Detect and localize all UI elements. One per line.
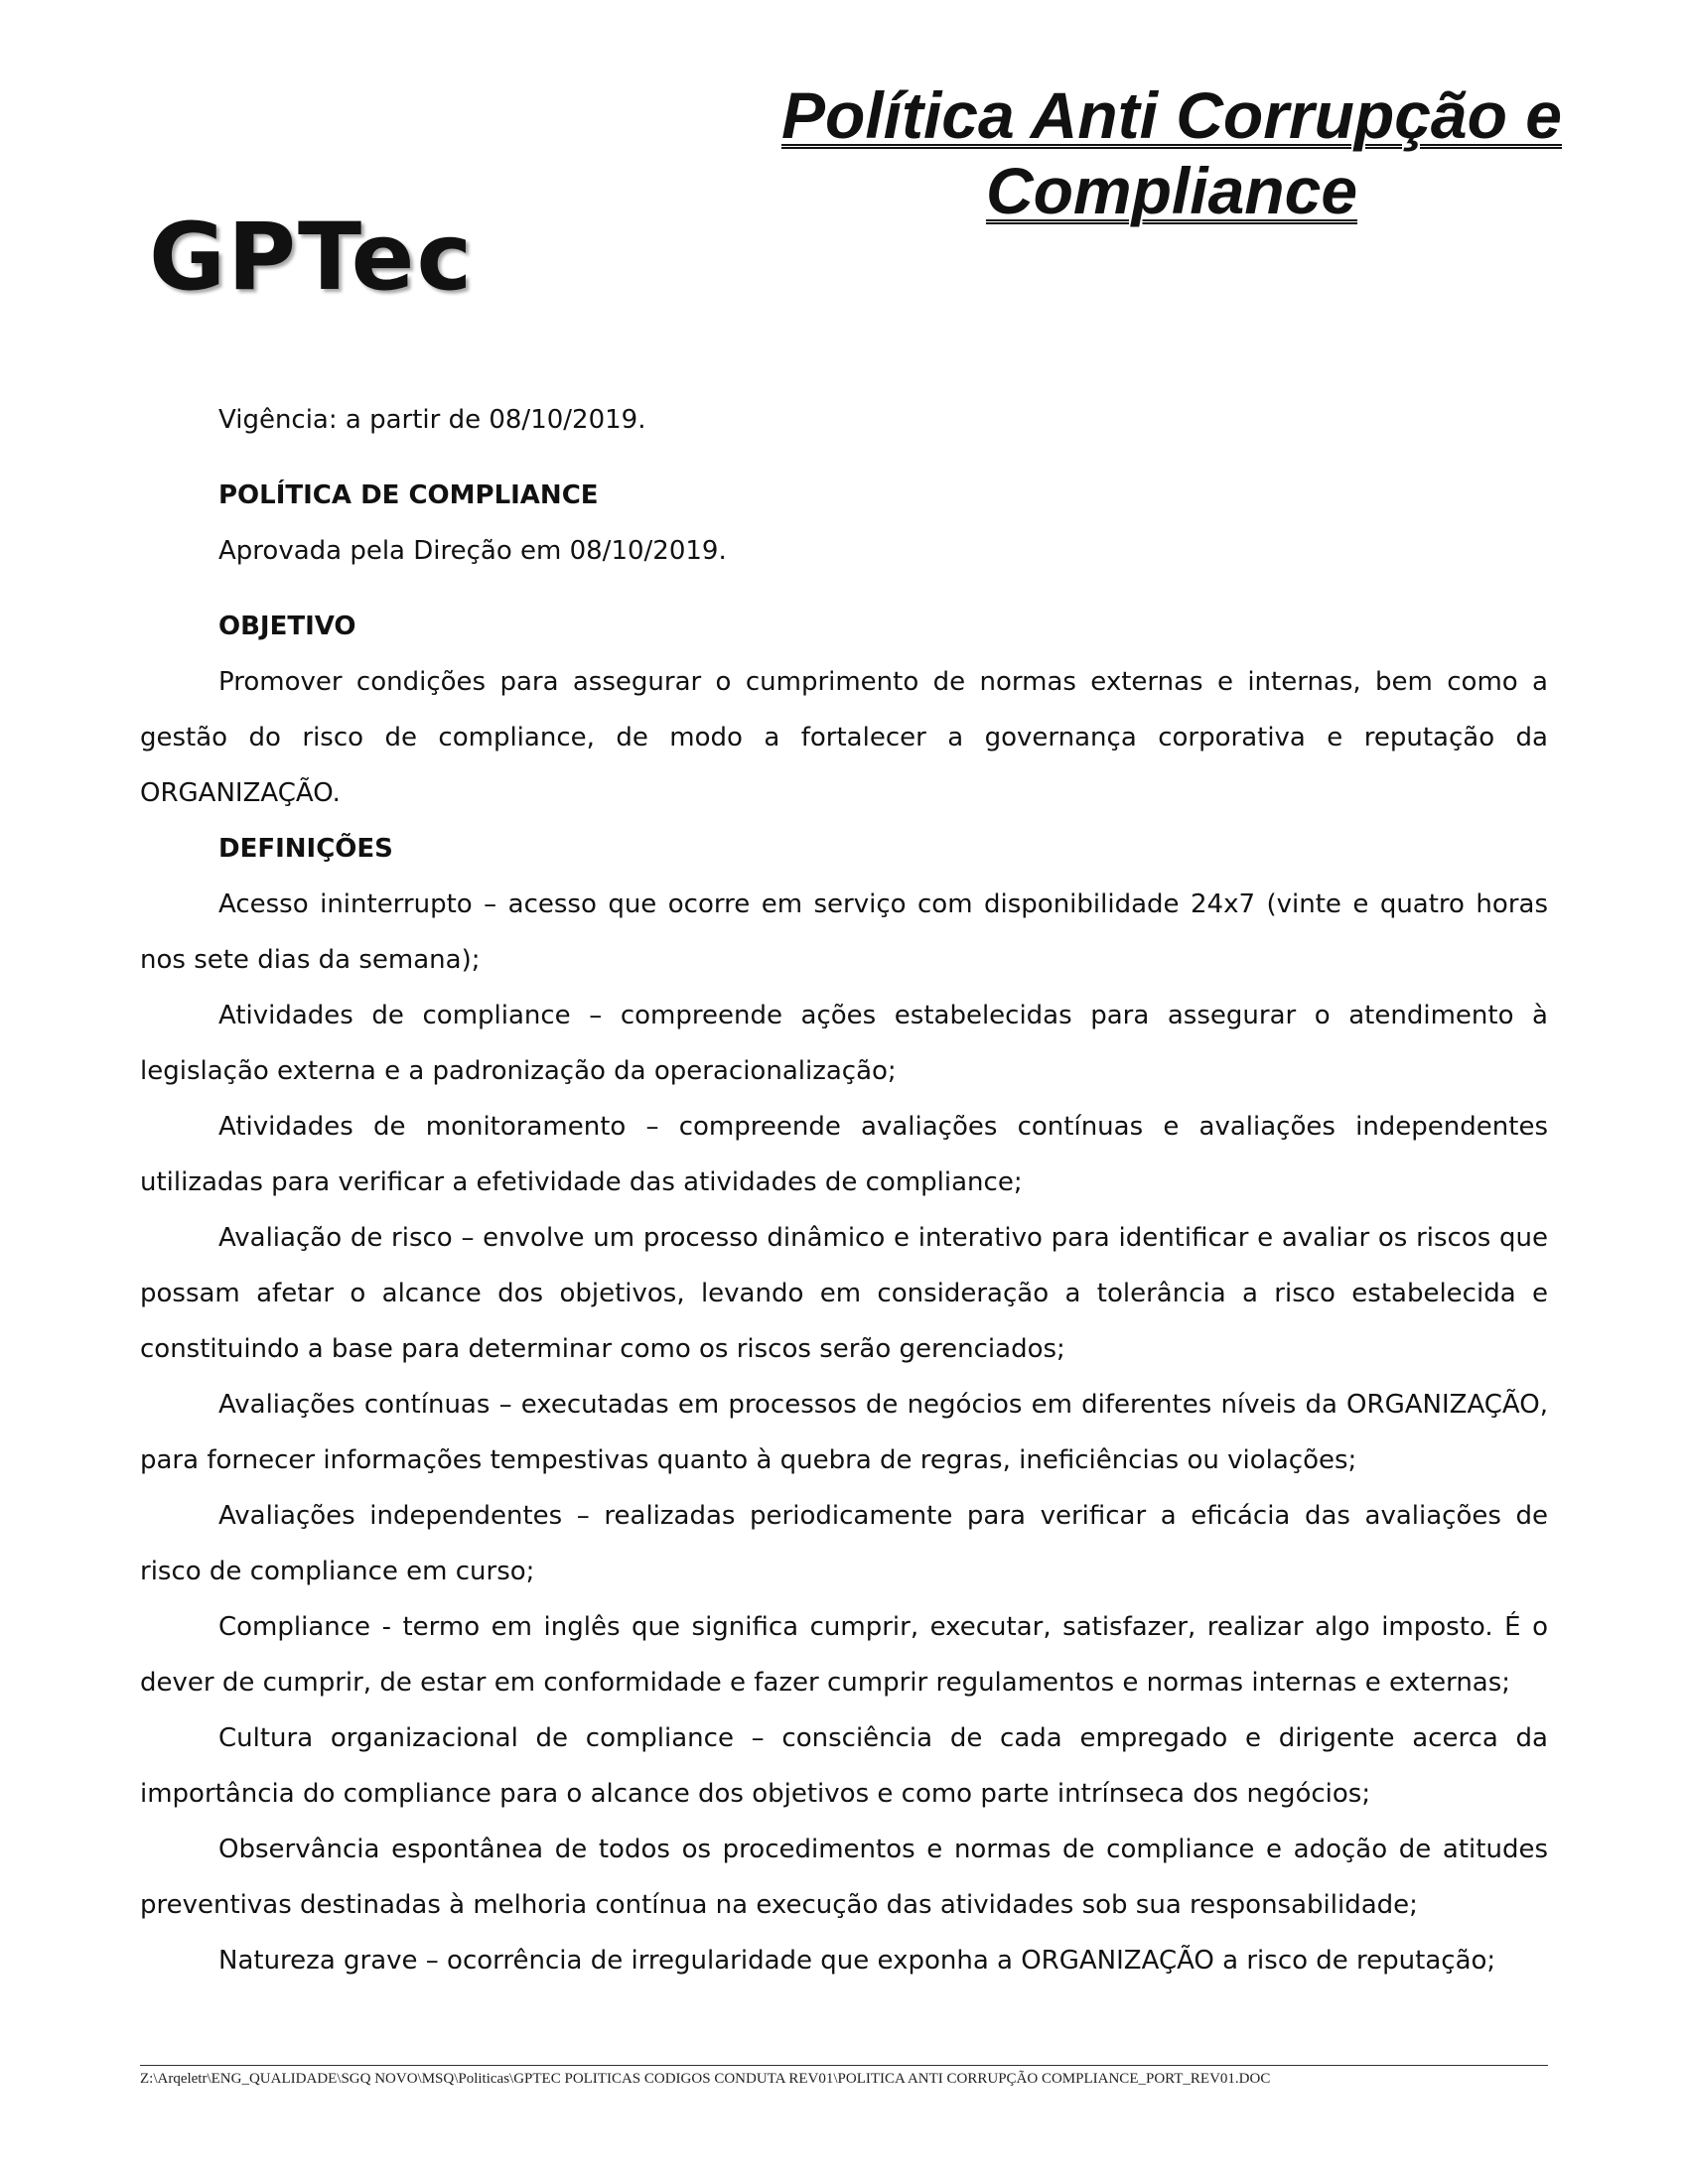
footer-file-path: Z:\Arqeletr\ENG_QUALIDADE\SGQ NOVO\MSQ\Politicas\GPTEC POLITICAS CODIGOS CONDUTA REV01\POLITICA ANTI CORRUPÇÃO COMPLIANCE_PORT_REV01.DOC	[140, 2071, 1271, 2087]
definicoes-heading: DEFINIÇÕES	[218, 834, 393, 864]
definition-item: Observância espontânea de todos os procedimentos e normas de compliance e adoção de atitudes preventivas destinadas à melhoria contínua na execução das atividades sob sua responsabilidade;	[140, 1835, 1548, 1920]
definition-item: Avaliação de risco – envolve um processo dinâmico e interativo para identificar e avaliar os riscos que possam afetar o alcance dos objetivos, levando em consideração a tolerância a risco estabelecida e constituindo a base para determinar como os riscos serão gerenciados;	[140, 1223, 1548, 1364]
definition-item: Atividades de monitoramento – compreende avaliações contínuas e avaliações independentes utilizadas para verificar a efetividade das atividades de compliance;	[140, 1112, 1548, 1197]
definition-item: Natureza grave – ocorrência de irregularidade que exponha a ORGANIZAÇÃO a risco de reputação;	[218, 1946, 1496, 1976]
definition-item: Cultura organizacional de compliance – consciência de cada empregado e dirigente acerca da importância do compliance para o alcance dos objetivos e como parte intrínseca dos negócios;	[140, 1723, 1548, 1809]
objetivo-heading: OBJETIVO	[218, 612, 356, 641]
definition-item: Atividades de compliance – compreende ações estabelecidas para assegurar o atendimento à legislação externa e a padronização da operacionalização;	[140, 1001, 1548, 1086]
definition-item: Avaliações independentes – realizadas periodicamente para verificar a eficácia das avaliações de risco de compliance em curso;	[140, 1501, 1548, 1586]
definition-item: Compliance - termo em inglês que significa cumprir, executar, satisfazer, realizar algo imposto. É o dever de cumprir, de estar em conformidade e fazer cumprir regulamentos e normas internas e externas;	[140, 1612, 1548, 1698]
policy-heading: POLÍTICA DE COMPLIANCE	[218, 480, 599, 510]
objetivo-paragraph: Promover condições para assegurar o cumprimento de normas externas e internas, bem como a gestão do risco de compliance, de modo a fortalecer a governança corporativa e reputação da ORGANIZAÇÃO.	[140, 667, 1548, 808]
document-title-line2: Compliance	[985, 154, 1358, 227]
document-body	[140, 392, 1548, 1988]
footer-divider	[140, 2065, 1548, 2066]
vigencia-text: Vigência: a partir de 08/10/2019.	[218, 405, 646, 435]
document-title-line1: Política Anti Corrupção e	[780, 78, 1562, 152]
company-logo: GPTec	[149, 204, 475, 312]
definition-item: Avaliações contínuas – executadas em processos de negócios em diferentes níveis da ORGANIZAÇÃO, para fornecer informações tempestivas quanto à quebra de regras, ineficiências ou violações;	[140, 1390, 1548, 1475]
approval-text: Aprovada pela Direção em 08/10/2019.	[218, 536, 727, 566]
document-title	[735, 77, 1609, 228]
definition-item: Acesso ininterrupto – acesso que ocorre em serviço com disponibilidade 24x7 (vinte e quatro horas nos sete dias da semana);	[140, 889, 1548, 975]
